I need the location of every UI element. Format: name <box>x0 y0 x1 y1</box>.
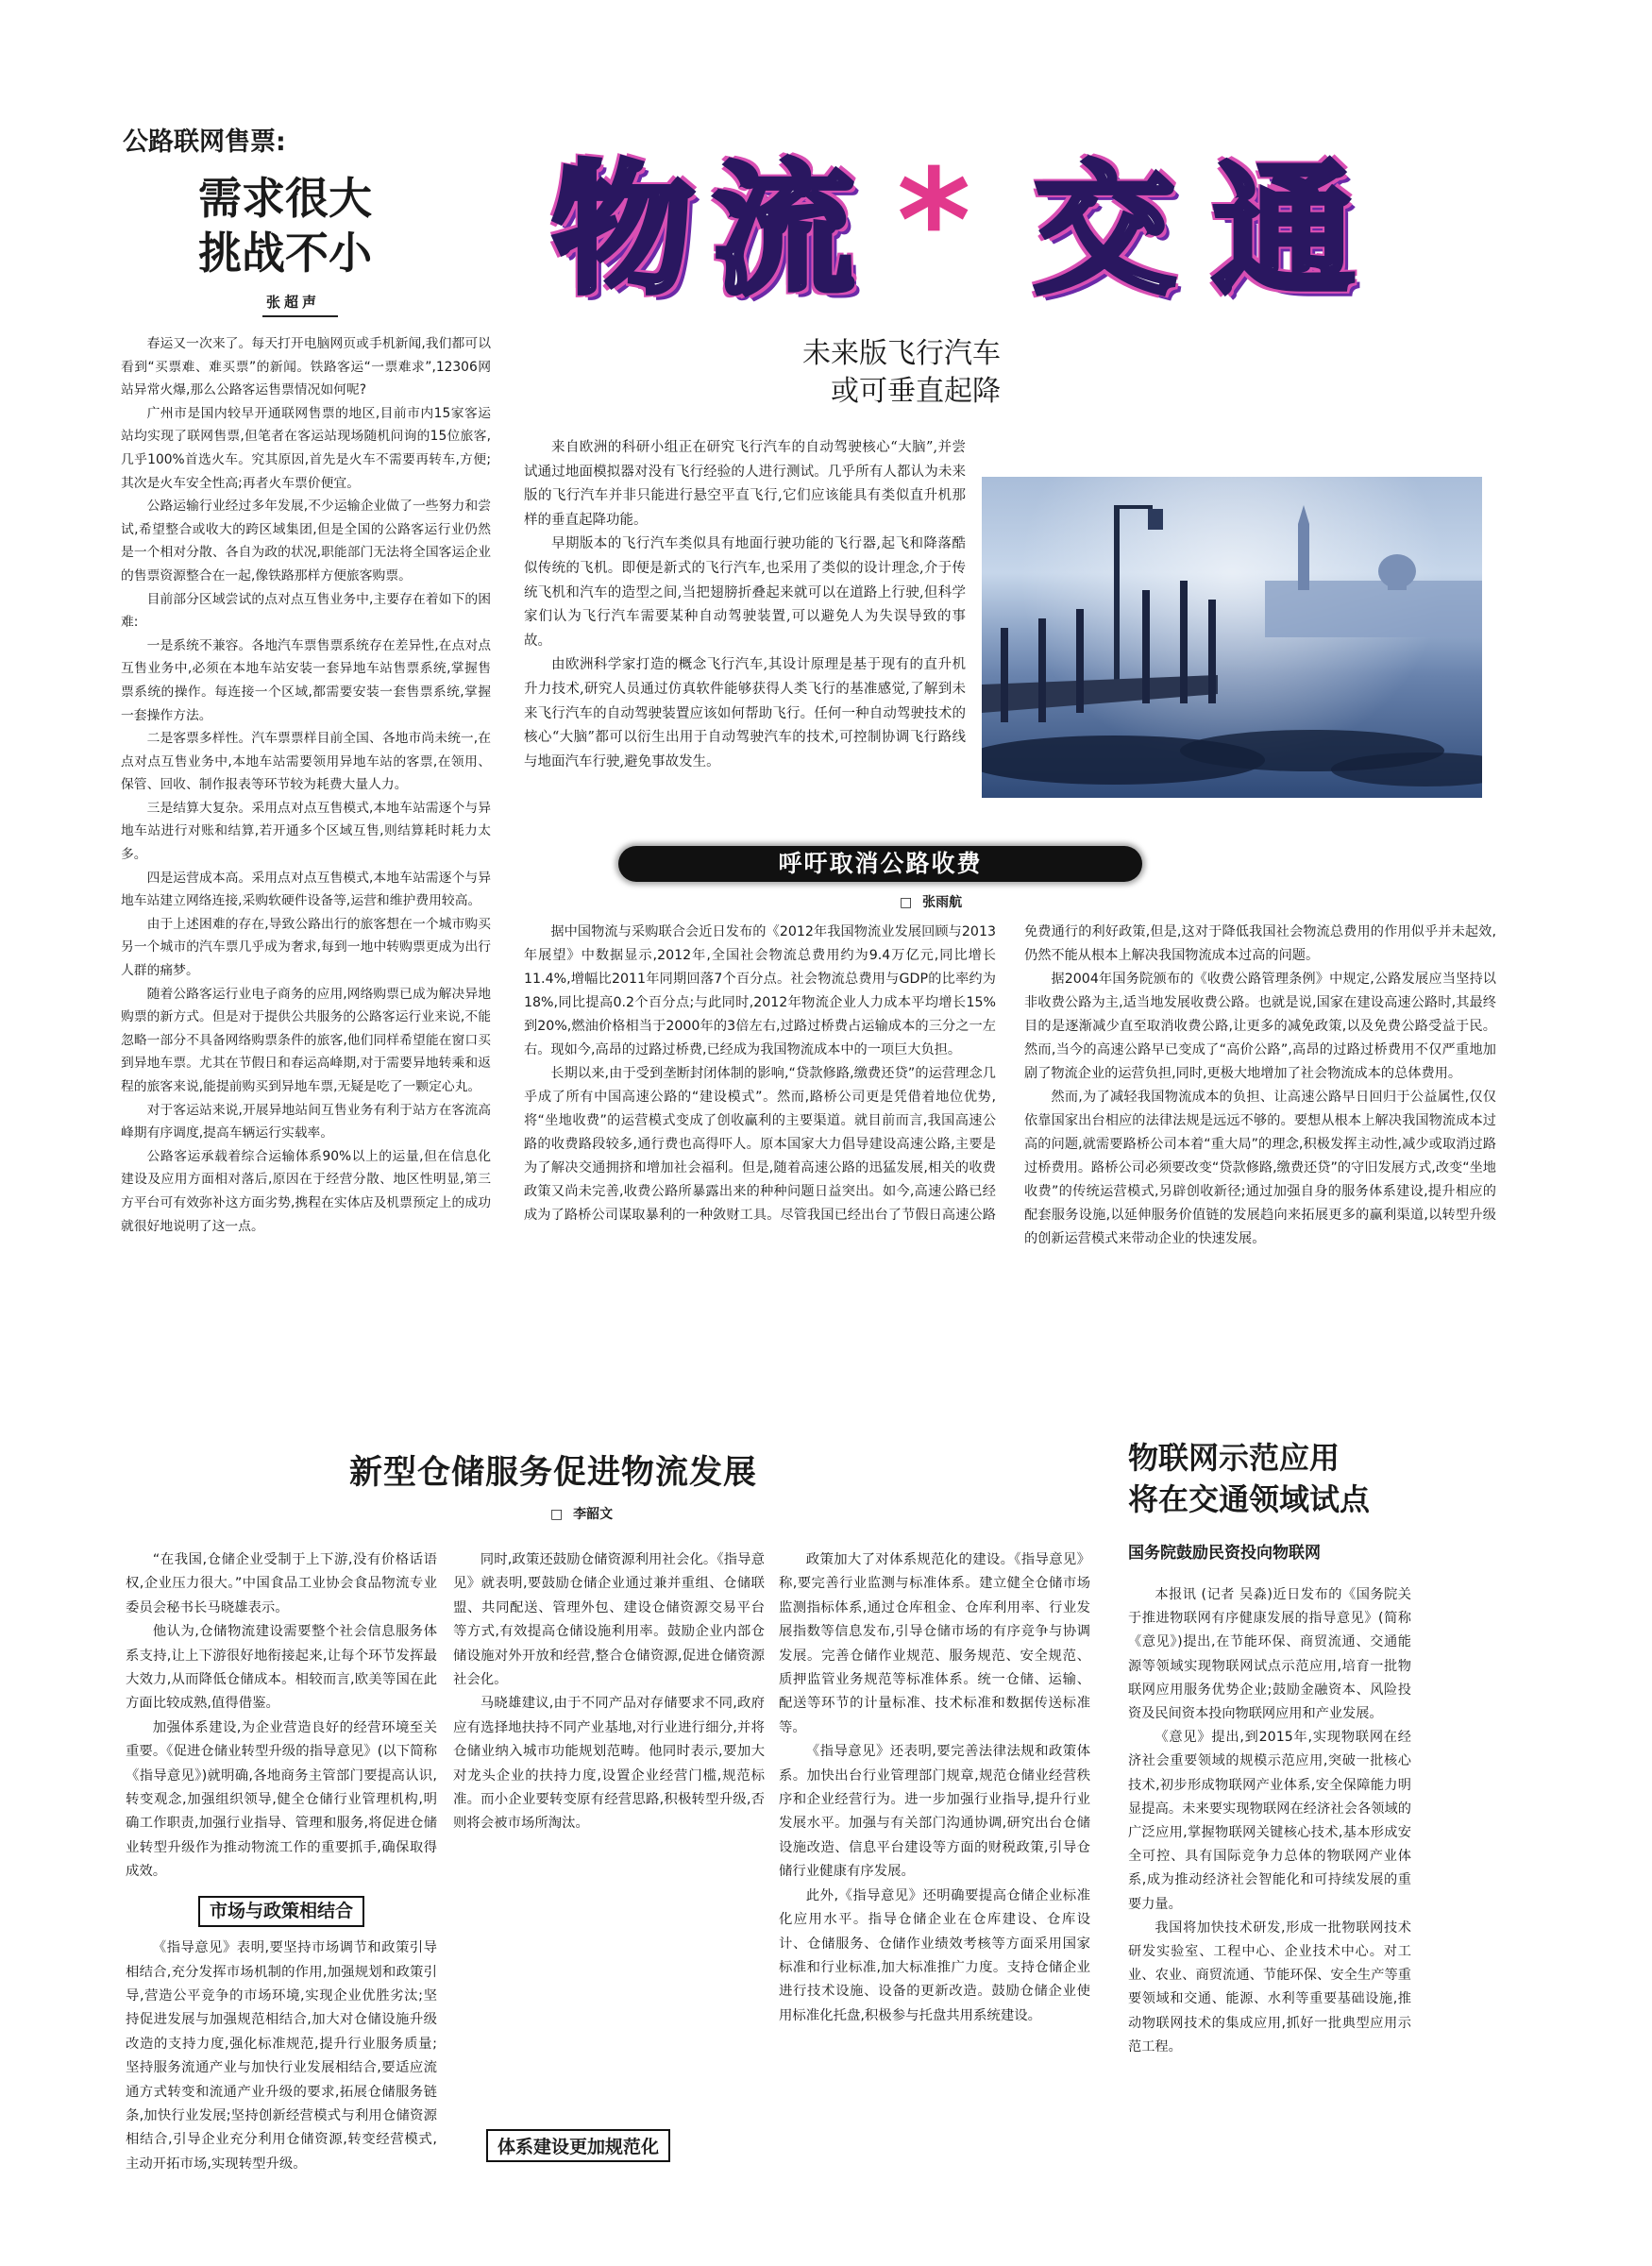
warehouse-paragraph: 此外,《指导意见》还明确要提高仓储企业标准化应用水平。指导仓储企业在仓库建设、仓库设计、仓储服务、仓储作业绩效考核等方面采用国家标准和行业标准,加大标准推广力度。支持仓储企业进行技术设施、设备的更新改造。鼓励仓储企业使用标准化托盘,积极参与托盘共用系统建设。 <box>779 1887 1090 2023</box>
iot-body <box>1128 1583 1411 2188</box>
section-banner <box>533 142 1477 330</box>
ticketing-kicker: 公路联网售票: <box>123 127 286 157</box>
flying-car-title-line2: 或可垂直起降 <box>831 375 1001 408</box>
toll-paragraph: 然而,为了减轻我国物流成本的负担、让高速公路早日回归于公益属性,仅仅依靠国家出台相应的法律法规是远远不够的。要想从根本上解决我国物流成本过高的问题,就需要路桥公司本着“重大局”的理念,积极发挥主动性,减少或取消过路过桥费用。路桥公司必须要改变“贷款修路,缴费还贷”的守旧发展方式,改变“坐地收费”的传统运营模式,另辟创收新径;通过加强自身的服务体系建设,提升相应的配套服务设施,以延伸服务价值链的发展趋向来拓展更多的赢利渠道,以转型升级的创新运营模式来带动企业的快速发展。 <box>1024 1090 1496 1246</box>
warehouse-subheading2-wrap <box>486 2129 670 2162</box>
ticketing-paragraph: 四是运营成本高。采用点对点互售模式,本地车站需逐个与异地车站建立网络连接,采购软硬件设备等,运营和维护费用较高。 <box>121 870 491 909</box>
iot-subtitle: 国务院鼓励民资投向物联网 <box>1128 1544 1321 1563</box>
iot-paragraph: 我国将加快技术研发,形成一批物联网技术研发实验室、工程中心、企业技术中心。对工业、农业、商贸流通、节能环保、安全生产等重要领域和交通、能源、水利等重要基础设施,推动物联网技术的集成应用,抓好一批典型应用示范工程。 <box>1128 1919 1411 2055</box>
warehouse-byline <box>550 1504 613 1523</box>
iot-paragraph: 本报讯 (记者 吴淼)近日发布的《国务院关于推进物联网有序健康发展的指导意见》(简称《意见》)提出,在节能环保、商贸流通、交通能源等领域实现物联网试点示范应用,培育一批物联网应用服务优势企业;鼓励金融资本、风险投资及民间资本投向物联网应用和产业发展。 <box>1128 1587 1411 1722</box>
article-ticketing <box>121 121 491 1772</box>
ticketing-title-line1: 需求很大 <box>198 173 372 224</box>
ticketing-title-line2: 挑战不小 <box>198 228 372 279</box>
ticketing-paragraph: 随着公路客运行业电子商务的应用,网络购票已成为解决异地购票的新方式。但是对于提供公共服务的公路客运行业来说,不能忽略一部分不具备网络购票条件的旅客,他们同样希望能在窗口买到异地车票。尤其在节假日和春运高峰期,对于需要异地转乘和返程的旅客来说,能提前购买到异地车票,无疑是吃了一颗定心丸。 <box>121 986 491 1094</box>
warehouse-subheading1: 市场与政策相结合 <box>198 1896 364 1927</box>
toll-author: 张雨航 <box>922 895 963 910</box>
ticketing-author-rule <box>262 315 338 317</box>
warehouse-col-2 <box>453 1548 765 2120</box>
article-iot <box>1128 1437 1411 2188</box>
banner-char-wu: 物 <box>552 149 695 313</box>
ticketing-paragraph: 三是结算大复杂。采用点对点互售模式,本地车站需逐个与异地车站进行对账和结算,若开通多个区域互售,则结算耗时耗力太多。 <box>121 800 491 863</box>
toll-byline <box>900 892 962 911</box>
banner-char-tong: 通 <box>1213 149 1356 313</box>
flying-car-paragraph: 来自欧洲的科研小组正在研究飞行汽车的自动驾驶核心“大脑”,并尝试通过地面模拟器对没有飞行经验的人进行测试。几乎所有人都认为未来版的飞行汽车并非只能进行悬空平直飞行,它们应该能具有类似直升机那样的垂直起降功能。 <box>524 440 966 528</box>
iot-title-line1: 物联网示范应用 <box>1128 1440 1340 1476</box>
toll-title: 呼吁取消公路收费 <box>778 850 983 877</box>
toll-body <box>524 921 1496 1421</box>
ticketing-paragraph: 公路运输行业经过多年发展,不少运输企业做了一些努力和尝试,希望整合或收大的跨区域集团,但是全国的公路客运行业仍然是一个相对分散、各自为政的状况,职能部门无法将全国客运企业的售票资源整合在一起,像铁路那样方便旅客购票。 <box>121 499 491 583</box>
warehouse-paragraph: “在我国,仓储企业受制于上下游,没有价格话语权,企业压力很大。”中国食品工业协会食品物流专业委员会秘书长马晓雄表示。 <box>126 1552 437 1615</box>
ticketing-paragraph: 对于客运站来说,开展异地站间互售业务有利于站方在客流高峰期有序调度,提高车辆运行实载率。 <box>121 1102 491 1141</box>
iot-title-line2: 将在交通领域试点 <box>1128 1481 1371 1517</box>
toll-paragraph: 据2004年国务院颁布的《收费公路管理条例》中规定,公路发展应当坚持以非收费公路为主,适当地发展收费公路。也就是说,国家在建设高速公路时,其最终目的是逐渐减少直至取消收费公路,让更多的减免政策,以及免费公路受益于民。然而,当今的高速公路早已变成了“高价公路”,高昂的过路过桥费用不仅严重地加剧了物流企业的运营负担,同时,更极大地增加了社会物流成本的总体费用。 <box>1024 972 1496 1081</box>
flying-car-title <box>717 335 1001 411</box>
warehouse-title: 新型仓储服务促进物流发展 <box>349 1454 758 1492</box>
ticketing-paragraph: 目前部分区域尝试的点对点互售业务中,主要存在着如下的困难: <box>121 591 491 631</box>
ticketing-paragraph: 一是系统不兼容。各地汽车票售票系统存在差异性,在点对点互售业务中,必须在本地车站安装一套异地车站售票系统,掌握售票系统的操作。每连接一个区域,都需要安装一套售票系统,掌握一套操作方法。 <box>121 637 491 723</box>
warehouse-subheading2: 体系建设更加规范化 <box>486 2129 670 2162</box>
warehouse-paragraph: 《指导意见》表明,要坚持市场调节和政策引导相结合,充分发挥市场机制的作用,加强规划和政策引导,营造公平竞争的市场环境,实现企业优胜劣汰;坚持促进发展与加强规范相结合,加大对仓储设施升级改造的支持力度,强化标准规范,提升行业服务质量;坚持服务流通产业与加快行业发展相结合,要适应流通方式转变和流通产业升级的要求,拓展仓储服务链条,加快行业发展;坚持创新经营模式与利用仓储资源相结合,引导企业充分利用仓储资源,转变经营模式,主动开拓市场,实现转型升级。 <box>126 1940 437 2172</box>
iot-paragraph: 《意见》提出,到2015年,实现物联网在经济社会重要领域的规模示范应用,突破一批核心技术,初步形成物联网产业体系,安全保障能力明显提高。未来要实现物联网在经济社会各领域的广泛应用,掌握物联网关键核心技术,基本形成安全可控、具有国际竞争力总体的物联网产业体系,成为推动经济社会智能化和可持续发展的重要力量。 <box>1128 1730 1411 1912</box>
warehouse-paragraph: 马晓雄建议,由于不同产品对存储要求不同,政府应有选择地扶持不同产业基地,对行业进行细分,并将仓储业纳入城市功能规划范畴。他同时表示,要加大对龙头企业的扶持力度,设置企业经营门槛,规范标准。而小企业要转变原有经营思路,积极转型升级,否则将会被市场所淘汰。 <box>453 1696 765 1832</box>
ticketing-paragraph: 公路客运承载着综合运输体系90%以上的运量,但在信息化建设及应用方面相对落后,原因在于经营分散、地区性明显,第三方平台可有效弥补这方面劣势,携程在实体店及机票预定上的成功就很好地说明了这一点。 <box>121 1148 491 1234</box>
ticketing-paragraph: 春运又一次来了。每天打开电脑网页或手机新闻,我们都可以看到“买票难、难买票”的新闻。铁路客运“一票难求”,12306网站异常火爆,那么公路客运售票情况如何呢? <box>121 336 491 398</box>
warehouse-col-1 <box>126 1548 437 2190</box>
flying-car-paragraph: 早期版本的飞行汽车类似具有地面行驶功能的飞行器,起飞和降落酷似传统的飞机。即便是新式的飞行汽车,也采用了类似的设计理念,介于传统飞机和汽车的造型之间,当把翅膀折叠起来就可以在道路上行驶,但科学家们认为飞行汽车需要某种自动驾驶装置,可以避免人为失误导致的事故。 <box>524 536 966 649</box>
toll-author-marker: □ <box>900 895 913 910</box>
ticketing-paragraph: 二是客票多样性。汽车票票样目前全国、各地市尚未统一,在点对点互售业务中,本地车站需要领用异地车站的客票,在领用、保管、回收、制作报表等环节较为耗费大量人力。 <box>121 731 491 793</box>
ticketing-paragraph: 广州市是国内较早开通联网售票的地区,目前市内15家客运站均实现了联网售票,但笔者在客运站现场随机问询的15位旅客,几乎100%首选火车。究其原因,首先是火车不需要再转车,方便;其次是火车安全性高;再者火车票价便宜。 <box>121 405 491 491</box>
toll-paragraph: 长期以来,由于受到垄断封闭体制的影响,“贷款修路,缴费还贷”的运营理念几乎成了所有中国高速公路的“建设模式”。然而,路桥公司更是凭借着地位优势,将“坐地收费”的运营模式变成了创收赢利的主要渠道。就目前而言,我国高速公路的收费路段较多,通行费也高得吓人。原本国家大力倡导建设高速公路,主要是为了解决交通拥挤和增加社会福利。但是,随着高速公路的迅猛发展,相关的收费政策又尚未完善,收费公路所暴露出来的种种问题日益突出。如今,高速公路已经成为了路桥公司谋取暴利的一种敛财工具。尽管我国已经出台了节假日高速公路免费通行的利好政策,但是,这对于降低我国社会物流总费用的作用似乎并未起效,仍然不能从根本上解决我国物流成本过高的问题。 <box>524 924 1496 1223</box>
warehouse-paragraph: 同时,政策还鼓励仓储资源利用社会化。《指导意见》就表明,要鼓励仓储企业通过兼并重组、仓储联盟、共同配送、管理外包、建设仓储资源交易平台等方式,有效提高仓储设施利用率。鼓励企业内部仓储设施对外开放和经营,整合仓储资源,促进仓储资源社会化。 <box>453 1552 765 1688</box>
warehouse-paragraph: 加强体系建设,为企业营造良好的经营环境至关重要。《促进仓储业转型升级的指导意见》(以下简称《指导意见》)就明确,各地商务主管部门要提高认识,转变观念,加强组织领导,健全仓储行业管理机构,明确工作职责,加强行业指导、管理和服务,将促进仓储业转型升级作为推动物流工作的重要抓手,确保取得成效。 <box>126 1719 437 1880</box>
toll-title-bar <box>618 846 1142 882</box>
warehouse-paragraph: 政策加大了对体系规范化的建设。《指导意见》称,要完善行业监测与标准体系。建立健全仓储市场监测指标体系,通过仓库租金、仓库利用率、行业发展指数等信息发布,引导仓储市场的有序竞争与协调发展。完善仓储作业规范、服务规范、安全规范、质押监管业务规范等标准体系。统一仓储、运输、配送等环节的计量标准、技术标准和数据传送标准等。 <box>779 1552 1090 1735</box>
warehouse-author-marker: □ <box>550 1507 564 1522</box>
venice-gondola-photo-svg <box>982 477 1482 798</box>
warehouse-paragraph: 他认为,仓储物流建设需要整个社会信息服务体系支持,让上下游很好地衔接起来,让每个环节发挥最大效力,从而降低仓储成本。相较而言,欧美等国在此方面比较成熟,值得借鉴。 <box>126 1624 437 1712</box>
warehouse-author: 李韶文 <box>573 1507 614 1522</box>
warehouse-subheading1-wrap <box>126 1896 437 1927</box>
flying-car-body <box>524 436 966 800</box>
banner-star-icon: * <box>897 140 971 304</box>
ticketing-paragraph: 由于上述困难的存在,导致公路出行的旅客想在一个城市购买另一个城市的汽车票几乎成为奢求,每到一地中转购票更成为出行人群的痛梦。 <box>121 916 491 979</box>
banner-char-liu: 流 <box>713 149 855 313</box>
warehouse-paragraph: 《指导意见》还表明,要完善法律法规和政策体系。加快出台行业管理部门规章,规范仓储业经营秩序和企业经营行为。进一步加强行业指导,提升行业发展水平。加强与有关部门沟通协调,研究出台仓储设施改造、信息平台建设等方面的财税政策,引导仓储行业健康有序发展。 <box>779 1744 1090 1880</box>
banner-char-jiao: 交 <box>1034 149 1176 313</box>
warehouse-col-3 <box>779 1548 1090 2172</box>
flying-car-title-line1: 未来版飞行汽车 <box>802 337 1001 370</box>
venice-gondola-photo <box>982 477 1482 798</box>
toll-paragraph: 据中国物流与采购联合会近日发布的《2012年我国物流业发展回顾与2013年展望》中数据显示,2012年,全国社会物流总费用约为9.4万亿元,同比增长11.4%,增幅比2011年同期回落7个百分点。社会物流总费用与GDP的比率约为18%,同比提高0.2个百分点;与此同时,2012年物流企业人力成本平均增长15%到20%,燃油价格相当于2000年的3倍左右,过路过桥费占运输成本的三分之一左右。现如今,高昂的过路过桥费,已经成为我国物流成本中的一项巨大负担。 <box>524 924 996 1057</box>
flying-car-paragraph: 由欧洲科学家打造的概念飞行汽车,其设计原理是基于现有的直升机升力技术,研究人员通过仿真软件能够获得人类飞行的基准感觉,了解到未来飞行汽车的自动驾驶装置应该如何帮助飞行。任何一种自动驾驶技术的核心“大脑”都可以衍生出用于自动驾驶汽车的技术,可控制协调飞行路线与地面汽车行驶,避免事故发生。 <box>524 657 966 769</box>
ticketing-author: 张超声 <box>266 294 321 311</box>
